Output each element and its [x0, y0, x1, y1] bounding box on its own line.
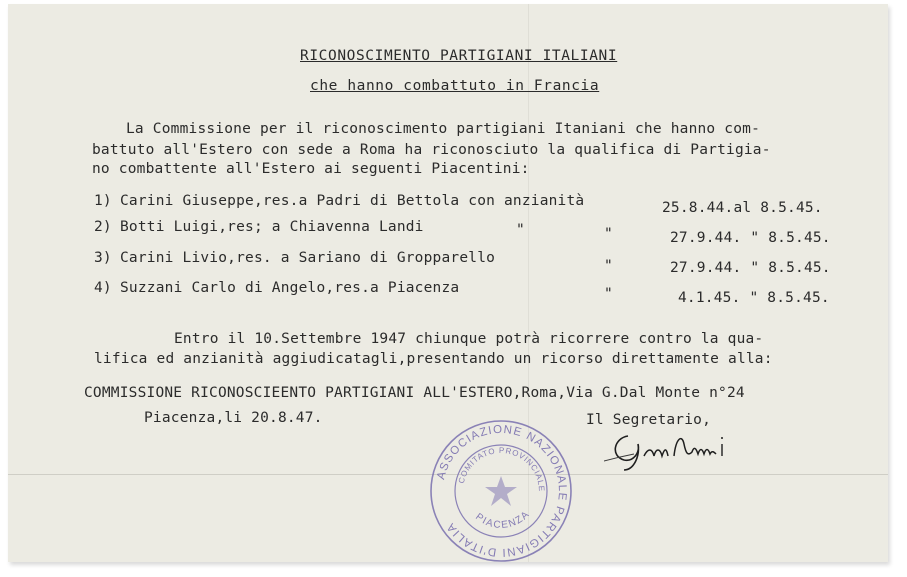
intro-line-1: La Commissione per il riconoscimento partigiani Itaniani che hanno com-: [126, 121, 761, 137]
intro-line-3: no combattente all'Estero ai seguenti Piacentini:: [92, 161, 530, 177]
notice-line-2: lifica ed anzianità aggiudicatagli,presentando un ricorso direttamente alla:: [94, 351, 773, 367]
document-subtitle: che hanno combattuto in Francia: [310, 78, 600, 94]
ditto-mark: ": [604, 286, 613, 302]
list-item-number: 2): [94, 219, 112, 235]
notice-address: COMMISSIONE RICONOSCIEENTO PARTIGIANI ALL'ESTERO,Roma,Via G.Dal Monte n°24: [84, 385, 745, 401]
association-seal-stamp: [426, 416, 576, 562]
list-item-text: Botti Luigi,res; a Chiavenna Landi: [120, 219, 424, 235]
list-item-number: 1): [94, 193, 112, 209]
list-item-text: Carini Giuseppe,res.a Padri di Bettola con anzianità: [120, 193, 585, 209]
list-item-number: 3): [94, 250, 112, 266]
list-item-dates: 27.9.44. " 8.5.45.: [670, 260, 831, 276]
svg-text:PIACENZA: PIACENZA: [473, 508, 533, 532]
ditto-mark: ": [516, 222, 525, 238]
ditto-mark: ": [604, 258, 613, 274]
list-item-number: 4): [94, 280, 112, 296]
svg-text:ASSOCIAZIONE NAZIONALE PARTIGI: ASSOCIAZIONE NAZIONALE PARTIGIANI D'ITALIA: [435, 423, 569, 559]
handwritten-signature: [604, 426, 744, 472]
intro-line-2: battuto all'Estero con sede a Roma ha riconosciuto la qualifica di Partigia-: [92, 142, 771, 158]
signatory-role: Il Segretario,: [586, 412, 712, 428]
ditto-mark: ": [604, 226, 613, 242]
document-sheet: [8, 4, 888, 562]
list-item-text: Carini Livio,res. a Sariano di Gropparello: [120, 250, 496, 266]
list-item-text: Suzzani Carlo di Angelo,res.a Piacenza: [120, 280, 460, 296]
list-item-dates: 27.9.44. " 8.5.45.: [670, 230, 831, 246]
notice-line-1: Entro il 10.Settembre 1947 chiunque potrà ricorrere contro la qua-: [174, 331, 764, 347]
svg-text:COMITATO PROVINCIALE: COMITATO PROVINCIALE: [456, 445, 547, 493]
document-title: RICONOSCIMENTO PARTIGIANI ITALIANI: [300, 48, 618, 64]
place-date: Piacenza,li 20.8.47.: [144, 410, 323, 426]
list-item-dates: 25.8.44.al 8.5.45.: [662, 200, 823, 216]
list-item-dates: 4.1.45. " 8.5.45.: [678, 290, 830, 306]
